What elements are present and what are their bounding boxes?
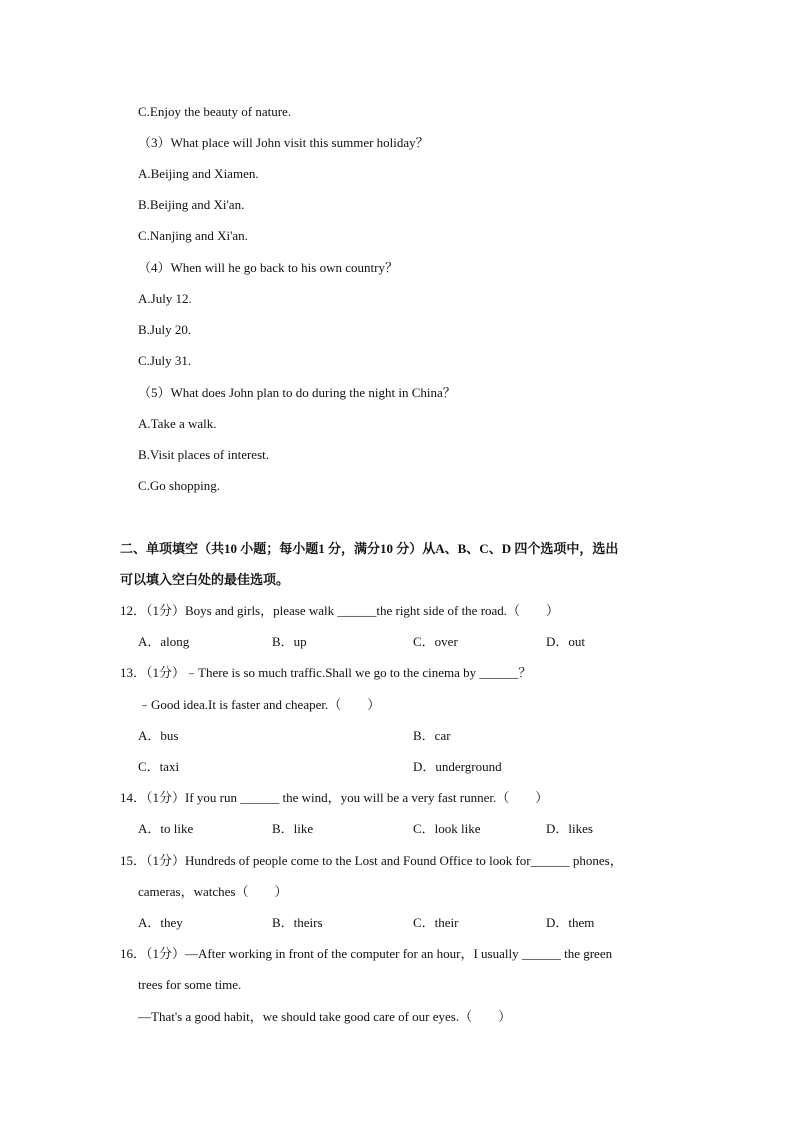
question-14-option-a: A．to like xyxy=(138,821,194,836)
question-12-option-d: D．out xyxy=(546,634,586,649)
question-12-option-b: B．up xyxy=(272,634,307,649)
question-14-option-c: C．look like xyxy=(413,821,481,836)
question-16-stem: 16．（1分）—After working in front of the computer for an hour，I usually ______ the green xyxy=(120,946,613,961)
q3-stem: （3）What place will John visit this summer holiday？ xyxy=(138,135,429,150)
question-13-option-a: A．bus xyxy=(138,728,179,743)
question-15-option-c: C．their xyxy=(413,915,459,930)
question-15-option-d: D．them xyxy=(546,915,595,930)
question-15-stem: 15．（1分）Hundreds of people come to the Lost and Found Office to look for______ phones， xyxy=(120,853,623,868)
question-15-option-b: B．theirs xyxy=(272,915,323,930)
q3-option-c: C.Nanjing and Xi'an. xyxy=(138,228,248,243)
question-16-dialogue-reply: —That's a good habit，we should take good care of our eyes.（ ） xyxy=(138,1009,512,1024)
question-14-option-b: B．like xyxy=(272,821,314,836)
q4-option-b: B.July 20. xyxy=(138,322,192,337)
question-12-stem: 12．（1分）Boys and girls，please walk ______the right side of the road.（ ） xyxy=(120,603,560,618)
q5-stem: （5）What does John plan to do during the night in China？ xyxy=(138,385,456,400)
question-13-option-c: C．taxi xyxy=(138,759,180,774)
q5-option-b: B.Visit places of interest. xyxy=(138,447,269,462)
q4-option-c: C.July 31. xyxy=(138,353,192,368)
question-14-option-d: D．likes xyxy=(546,821,593,836)
q3-option-a: A.Beijing and Xiamen. xyxy=(138,166,259,181)
question-12-option-a: A．along xyxy=(138,634,190,649)
question-13-option-b: B．car xyxy=(413,728,451,743)
q4-option-a: A.July 12. xyxy=(138,291,192,306)
q2-option-c: C.Enjoy the beauty of nature. xyxy=(138,104,292,119)
question-12-option-c: C．over xyxy=(413,634,458,649)
q5-option-c: C.Go shopping. xyxy=(138,478,220,493)
q4-stem: （4）When will he go back to his own country？ xyxy=(138,260,398,275)
question-15-stem-cont: cameras，watches（ ） xyxy=(138,884,288,899)
q5-option-a: A.Take a walk. xyxy=(138,416,217,431)
q3-option-b: B.Beijing and Xi'an. xyxy=(138,197,245,212)
question-13-stem: 13．（1分）﹣There is so much traffic.Shall we go to the cinema by ______？ xyxy=(120,665,532,680)
question-16-stem-cont: trees for some time. xyxy=(138,977,242,992)
question-14-stem: 14．（1分）If you run ______ the wind，you will be a very fast runner.（ ） xyxy=(120,790,549,805)
question-13-stem-cont: ﹣Good idea.It is faster and cheaper.（ ） xyxy=(138,697,381,712)
question-13-option-d: D．underground xyxy=(413,759,502,774)
section-heading-cont: 可以填入空白处的最佳选项。 xyxy=(120,572,290,587)
section-heading: 二、单项填空（共10 小题；每小题1 分，满分10 分）从A、B、C、D 四个选项中，选出 xyxy=(120,541,619,556)
question-15-option-a: A．they xyxy=(138,915,183,930)
